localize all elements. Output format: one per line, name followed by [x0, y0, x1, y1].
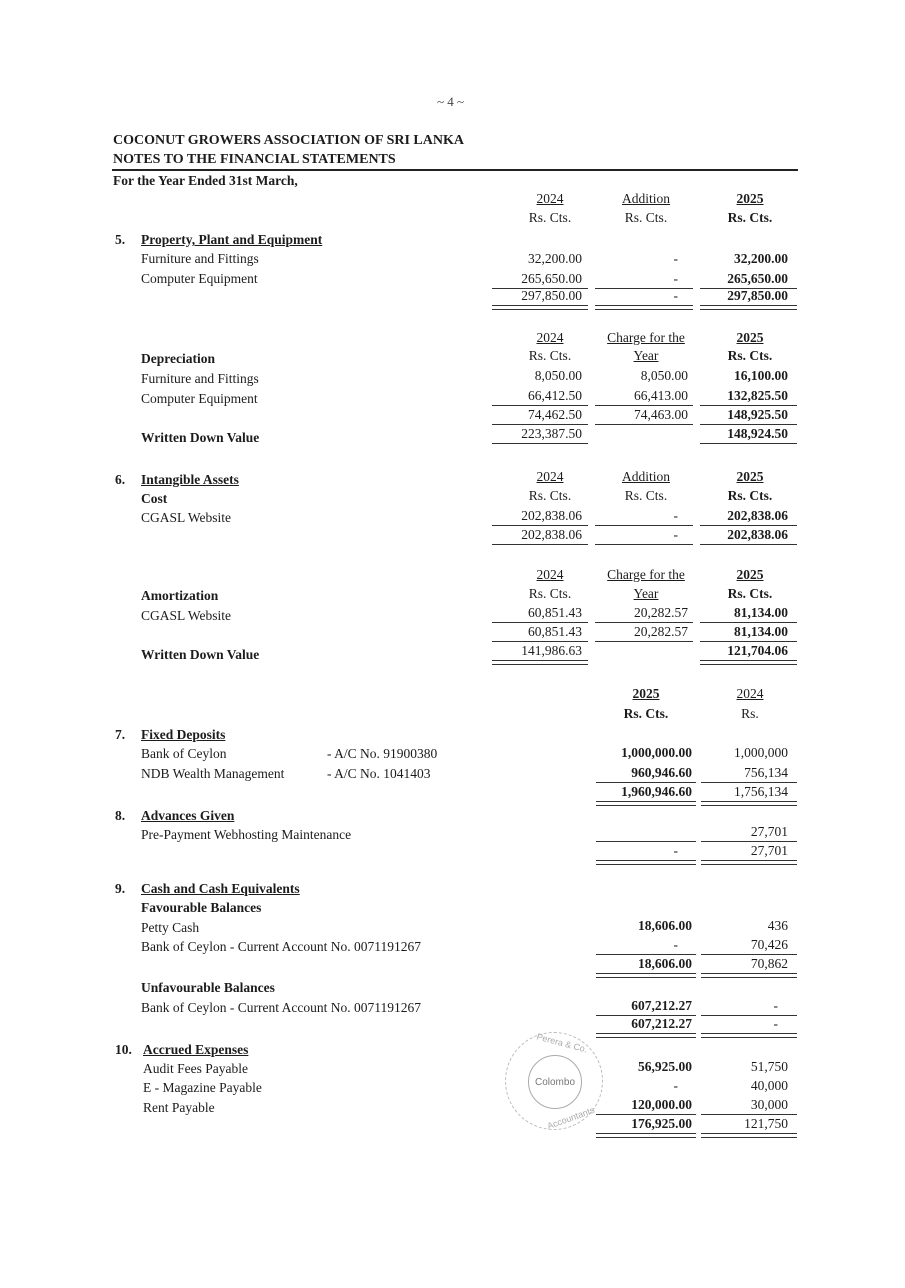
row-label: CGASL Website: [141, 608, 232, 623]
total-double-rule: [596, 1033, 696, 1038]
unit-2025: Rs. Cts.: [623, 706, 669, 721]
wdv-label: Written Down Value: [141, 430, 260, 445]
note9-title: Cash and Cash Equivalents: [141, 881, 300, 896]
n5-dep-col-2024: 2024: [536, 330, 564, 345]
row-label: Bank of Ceylon - Current Account No. 0071191267: [141, 1000, 421, 1015]
row-label: Bank of Ceylon - Current Account No. 0071191267: [141, 939, 421, 954]
value-charge: 20,282.57: [634, 605, 688, 620]
note10-number: 10.: [115, 1042, 132, 1057]
subtotal-rule: [492, 622, 588, 623]
row-label: Bank of Ceylon: [141, 746, 227, 761]
total-2025: 1,960,946.60: [621, 784, 692, 799]
wdv-rule: [492, 443, 588, 444]
wdv-rule: [700, 443, 797, 444]
value-2024: 60,851.43: [528, 605, 582, 620]
depreciation-label: Depreciation: [141, 351, 215, 366]
subtotal-rule: [701, 954, 797, 955]
total-2025: 202,838.06: [727, 527, 788, 542]
total-double-rule: [700, 305, 797, 310]
note9-number: 9.: [115, 881, 126, 896]
total-charge: 20,282.57: [634, 624, 688, 639]
n6-amort-col-2025: 2025: [736, 567, 764, 582]
row-label: Pre-Payment Webhosting Maintenance: [141, 827, 352, 842]
subtotal-rule: [595, 405, 693, 406]
n6-unit-addition: Rs. Cts.: [624, 488, 668, 503]
subtotal-rule: [595, 525, 693, 526]
total-2024: 297,850.00: [521, 288, 582, 303]
subtotal-rule: [700, 424, 797, 425]
total-2024: 74,462.50: [528, 407, 582, 422]
total-rule: [700, 544, 797, 545]
stamp-bottom-text: Accountants: [545, 1104, 596, 1132]
note6-title: Intangible Assets: [141, 472, 239, 487]
note8-title: Advances Given: [141, 808, 235, 823]
note6-number: 6.: [115, 472, 126, 487]
n5-dep-col-charge: Charge for the: [607, 330, 685, 345]
n5-col-2025: 2025: [736, 191, 764, 206]
value-2025: 265,650.00: [727, 271, 788, 286]
subtotal-rule: [596, 841, 696, 842]
n6-col-addition: Addition: [621, 469, 670, 484]
value-2025: -: [673, 937, 678, 952]
total-double-rule: [596, 973, 696, 978]
subtotal-rule: [700, 622, 797, 623]
value-2025: 202,838.06: [727, 508, 788, 523]
value-2024: 70,426: [750, 937, 788, 952]
wdv-2025: 121,704.06: [727, 643, 788, 658]
total-double-rule: [701, 801, 797, 806]
n6-amort-col-year: Year: [633, 586, 659, 601]
subtotal-rule: [701, 841, 797, 842]
n6-col-2025: 2025: [736, 469, 764, 484]
total-2024: 202,838.06: [521, 527, 582, 542]
total-double-rule: [596, 860, 696, 865]
n5-dep-unit-2024: Rs. Cts.: [528, 348, 572, 363]
n5-col-2024: 2024: [536, 191, 564, 206]
wdv-2024: 223,387.50: [521, 426, 582, 441]
n5-unit-2024: Rs. Cts.: [528, 210, 572, 225]
value-2024: 66,412.50: [528, 388, 582, 403]
total-2025: 148,925.50: [727, 407, 788, 422]
value-2025: 960,946.60: [631, 765, 692, 780]
wdv-2024: 141,986.63: [521, 643, 582, 658]
organization-name: COCONUT GROWERS ASSOCIATION OF SRI LANKA: [113, 133, 464, 148]
wdv-double-rule: [700, 660, 797, 665]
value-2025: 56,925.00: [638, 1059, 692, 1074]
unfavourable-label: Unfavourable Balances: [141, 980, 275, 995]
total-double-rule: [701, 973, 797, 978]
value-2024: 40,000: [750, 1078, 788, 1093]
value-2025: 18,606.00: [638, 918, 692, 933]
n5-dep-unit-2025: Rs. Cts.: [727, 348, 773, 363]
value-2025: 120,000.00: [631, 1097, 692, 1112]
row-label: Furniture and Fittings: [141, 251, 259, 266]
stamp-center-text: Colombo: [534, 1076, 576, 1088]
period-label: For the Year Ended 31st March,: [113, 173, 298, 188]
value-2025: -: [673, 1078, 678, 1093]
note10-title: Accrued Expenses: [143, 1042, 249, 1057]
n6-unit-2025: Rs. Cts.: [727, 488, 773, 503]
subtotal-rule: [700, 641, 797, 642]
row-label: CGASL Website: [141, 510, 232, 525]
n6-amort-col-2024: 2024: [536, 567, 564, 582]
n5-unit-2025: Rs. Cts.: [727, 210, 773, 225]
note5-title: Property, Plant and Equipment: [141, 232, 323, 247]
n6-amort-col-charge: Charge for the: [607, 567, 685, 582]
value-charge: 8,050.00: [640, 368, 688, 383]
total-2024: 60,851.43: [528, 624, 582, 639]
note7-number: 7.: [115, 727, 126, 742]
subtotal-rule: [595, 424, 693, 425]
n5-unit-addition: Rs. Cts.: [624, 210, 668, 225]
value-2025: 32,200.00: [734, 251, 788, 266]
value-2025: 1,000,000.00: [621, 745, 692, 760]
favourable-label: Favourable Balances: [141, 900, 262, 915]
n6-col-2024: 2024: [536, 469, 564, 484]
value-2024: 436: [767, 918, 788, 933]
total-double-rule: [701, 860, 797, 865]
row-label: Computer Equipment: [141, 271, 258, 286]
subtotal-rule: [701, 782, 797, 783]
value-addition: -: [673, 508, 678, 523]
value-2024: 51,750: [750, 1059, 788, 1074]
total-double-rule: [596, 801, 696, 806]
total-rule: [492, 544, 588, 545]
subtotal-rule: [492, 525, 588, 526]
cost-label: Cost: [141, 491, 168, 506]
value-charge: 66,413.00: [634, 388, 688, 403]
n5-col-addition: Addition: [621, 191, 670, 206]
total-addition: -: [673, 288, 678, 303]
value-2024: 202,838.06: [521, 508, 582, 523]
total-addition: -: [673, 527, 678, 542]
unit-2024: Rs.: [741, 706, 759, 721]
value-2025: 81,134.00: [734, 605, 788, 620]
total-double-rule: [595, 305, 693, 310]
value-2024: 30,000: [750, 1097, 788, 1112]
total-rule: [595, 544, 693, 545]
subtotal-rule: [595, 641, 693, 642]
n5-dep-col-year: Year: [633, 348, 659, 363]
value-2025: 132,825.50: [727, 388, 788, 403]
value-2024: 265,650.00: [521, 271, 582, 286]
n5-dep-col-2025: 2025: [736, 330, 764, 345]
row-label: Petty Cash: [141, 920, 200, 935]
subtotal-rule: [596, 1114, 696, 1115]
account-number: - A/C No. 1041403: [327, 766, 431, 781]
total-double-rule: [701, 1033, 797, 1038]
row-label: Furniture and Fittings: [141, 371, 259, 386]
value-2024: 32,200.00: [528, 251, 582, 266]
wdv-label: Written Down Value: [141, 647, 260, 662]
total-double-rule: [492, 305, 588, 310]
stamp-top-text: Perera & Co.: [535, 1031, 589, 1055]
total-2024: 27,701: [750, 843, 788, 858]
row-label: NDB Wealth Management: [141, 766, 285, 781]
row-label: Computer Equipment: [141, 391, 258, 406]
row-label: Rent Payable: [143, 1100, 215, 1115]
n6-amort-unit-2024: Rs. Cts.: [528, 586, 572, 601]
header-rule: [112, 169, 798, 171]
total-2025: 176,925.00: [631, 1116, 692, 1131]
value-addition: -: [673, 251, 678, 266]
stamp-center: [528, 1055, 582, 1109]
subtotal-rule: [596, 782, 696, 783]
value-2024: -: [773, 998, 778, 1013]
account-number: - A/C No. 91900380: [327, 746, 438, 761]
total-double-rule: [701, 1133, 797, 1138]
n6-unit-2024: Rs. Cts.: [528, 488, 572, 503]
wdv-2025: 148,924.50: [727, 426, 788, 441]
total-2025: 18,606.00: [638, 956, 692, 971]
total-double-rule: [596, 1133, 696, 1138]
total-2025: 297,850.00: [727, 288, 788, 303]
value-2025: 16,100.00: [734, 368, 788, 383]
subtotal-rule: [492, 641, 588, 642]
wdv-double-rule: [492, 660, 588, 665]
auditor-stamp: [505, 1032, 603, 1130]
note5-number: 5.: [115, 232, 126, 247]
subtotal-rule: [700, 405, 797, 406]
total-2024: 121,750: [744, 1116, 788, 1131]
subtotal-rule: [700, 525, 797, 526]
subtotal-rule: [596, 954, 696, 955]
n6-amort-unit-2025: Rs. Cts.: [727, 586, 773, 601]
value-2024: 756,134: [744, 765, 788, 780]
col-2024: 2024: [736, 686, 764, 701]
subtotal-rule: [492, 424, 588, 425]
page-number: ~ 4 ~: [437, 94, 465, 109]
document-subtitle: NOTES TO THE FINANCIAL STATEMENTS: [113, 152, 396, 167]
value-2024: 1,000,000: [734, 745, 788, 760]
subtotal-rule: [492, 405, 588, 406]
total-2025: -: [673, 843, 678, 858]
total-2025: 81,134.00: [734, 624, 788, 639]
note8-number: 8.: [115, 808, 126, 823]
value-addition: -: [673, 271, 678, 286]
col-2025: 2025: [632, 686, 660, 701]
value-2024: 27,701: [750, 824, 788, 839]
total-2024: 1,756,134: [734, 784, 788, 799]
row-label: E - Magazine Payable: [143, 1080, 262, 1095]
value-2025: 607,212.27: [631, 998, 692, 1013]
subtotal-rule: [701, 1114, 797, 1115]
total-2024: -: [773, 1016, 778, 1031]
amortization-label: Amortization: [141, 588, 219, 603]
total-2025: 607,212.27: [631, 1016, 692, 1031]
total-2024: 70,862: [750, 956, 788, 971]
value-2024: 8,050.00: [534, 368, 582, 383]
total-charge: 74,463.00: [634, 407, 688, 422]
row-label: Audit Fees Payable: [143, 1061, 248, 1076]
subtotal-rule: [595, 622, 693, 623]
note7-title: Fixed Deposits: [141, 727, 226, 742]
